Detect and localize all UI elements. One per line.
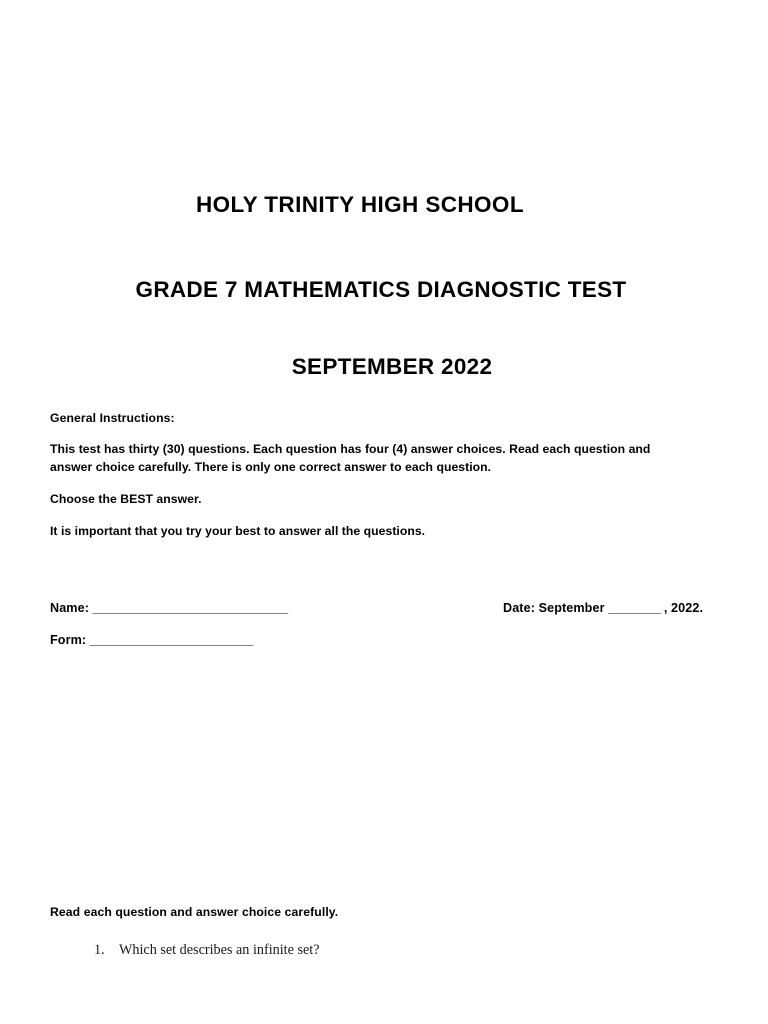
form-field-blank[interactable]: _________________________ (89, 633, 253, 647)
question-list (94, 941, 694, 959)
date-field-year: , 2022. (663, 601, 704, 615)
general-instructions-block (50, 410, 695, 541)
page-title-exam: GRADE 7 MATHEMATICS DIAGNOSTIC TEST (135, 277, 627, 302)
date-field-blank[interactable]: ________ (608, 601, 661, 615)
instructions-paragraph-2: Choose the BEST answer. (50, 492, 202, 507)
form-field-row (50, 633, 710, 647)
date-field-group (503, 601, 703, 615)
page-title-date: SEPTEMBER 2022 (291, 354, 493, 379)
date-field-label: Date: September (503, 601, 605, 615)
read-carefully-note: Read each question and answer choice carefully. (50, 905, 339, 919)
page-title-school: HOLY TRINITY HIGH SCHOOL (196, 192, 524, 217)
instructions-paragraph-1: This test has thirty (30) questions. Each question has four (4) answer choices. Read each question and answer choice carefully. There is only one correct answer to each question. (50, 442, 651, 474)
question-text: Which set describes an infinite set? (119, 942, 320, 958)
instructions-heading: General Instructions: (50, 411, 175, 425)
name-field-blank[interactable]: ______________________________ (92, 601, 288, 615)
name-field-row (50, 601, 710, 615)
form-field-label: Form: (50, 633, 87, 647)
name-field-label: Name: (50, 601, 89, 615)
instructions-paragraph-3: It is important that you try your best to answer all the questions. (50, 524, 426, 539)
question-item (94, 941, 694, 959)
question-number: 1. (94, 942, 105, 958)
